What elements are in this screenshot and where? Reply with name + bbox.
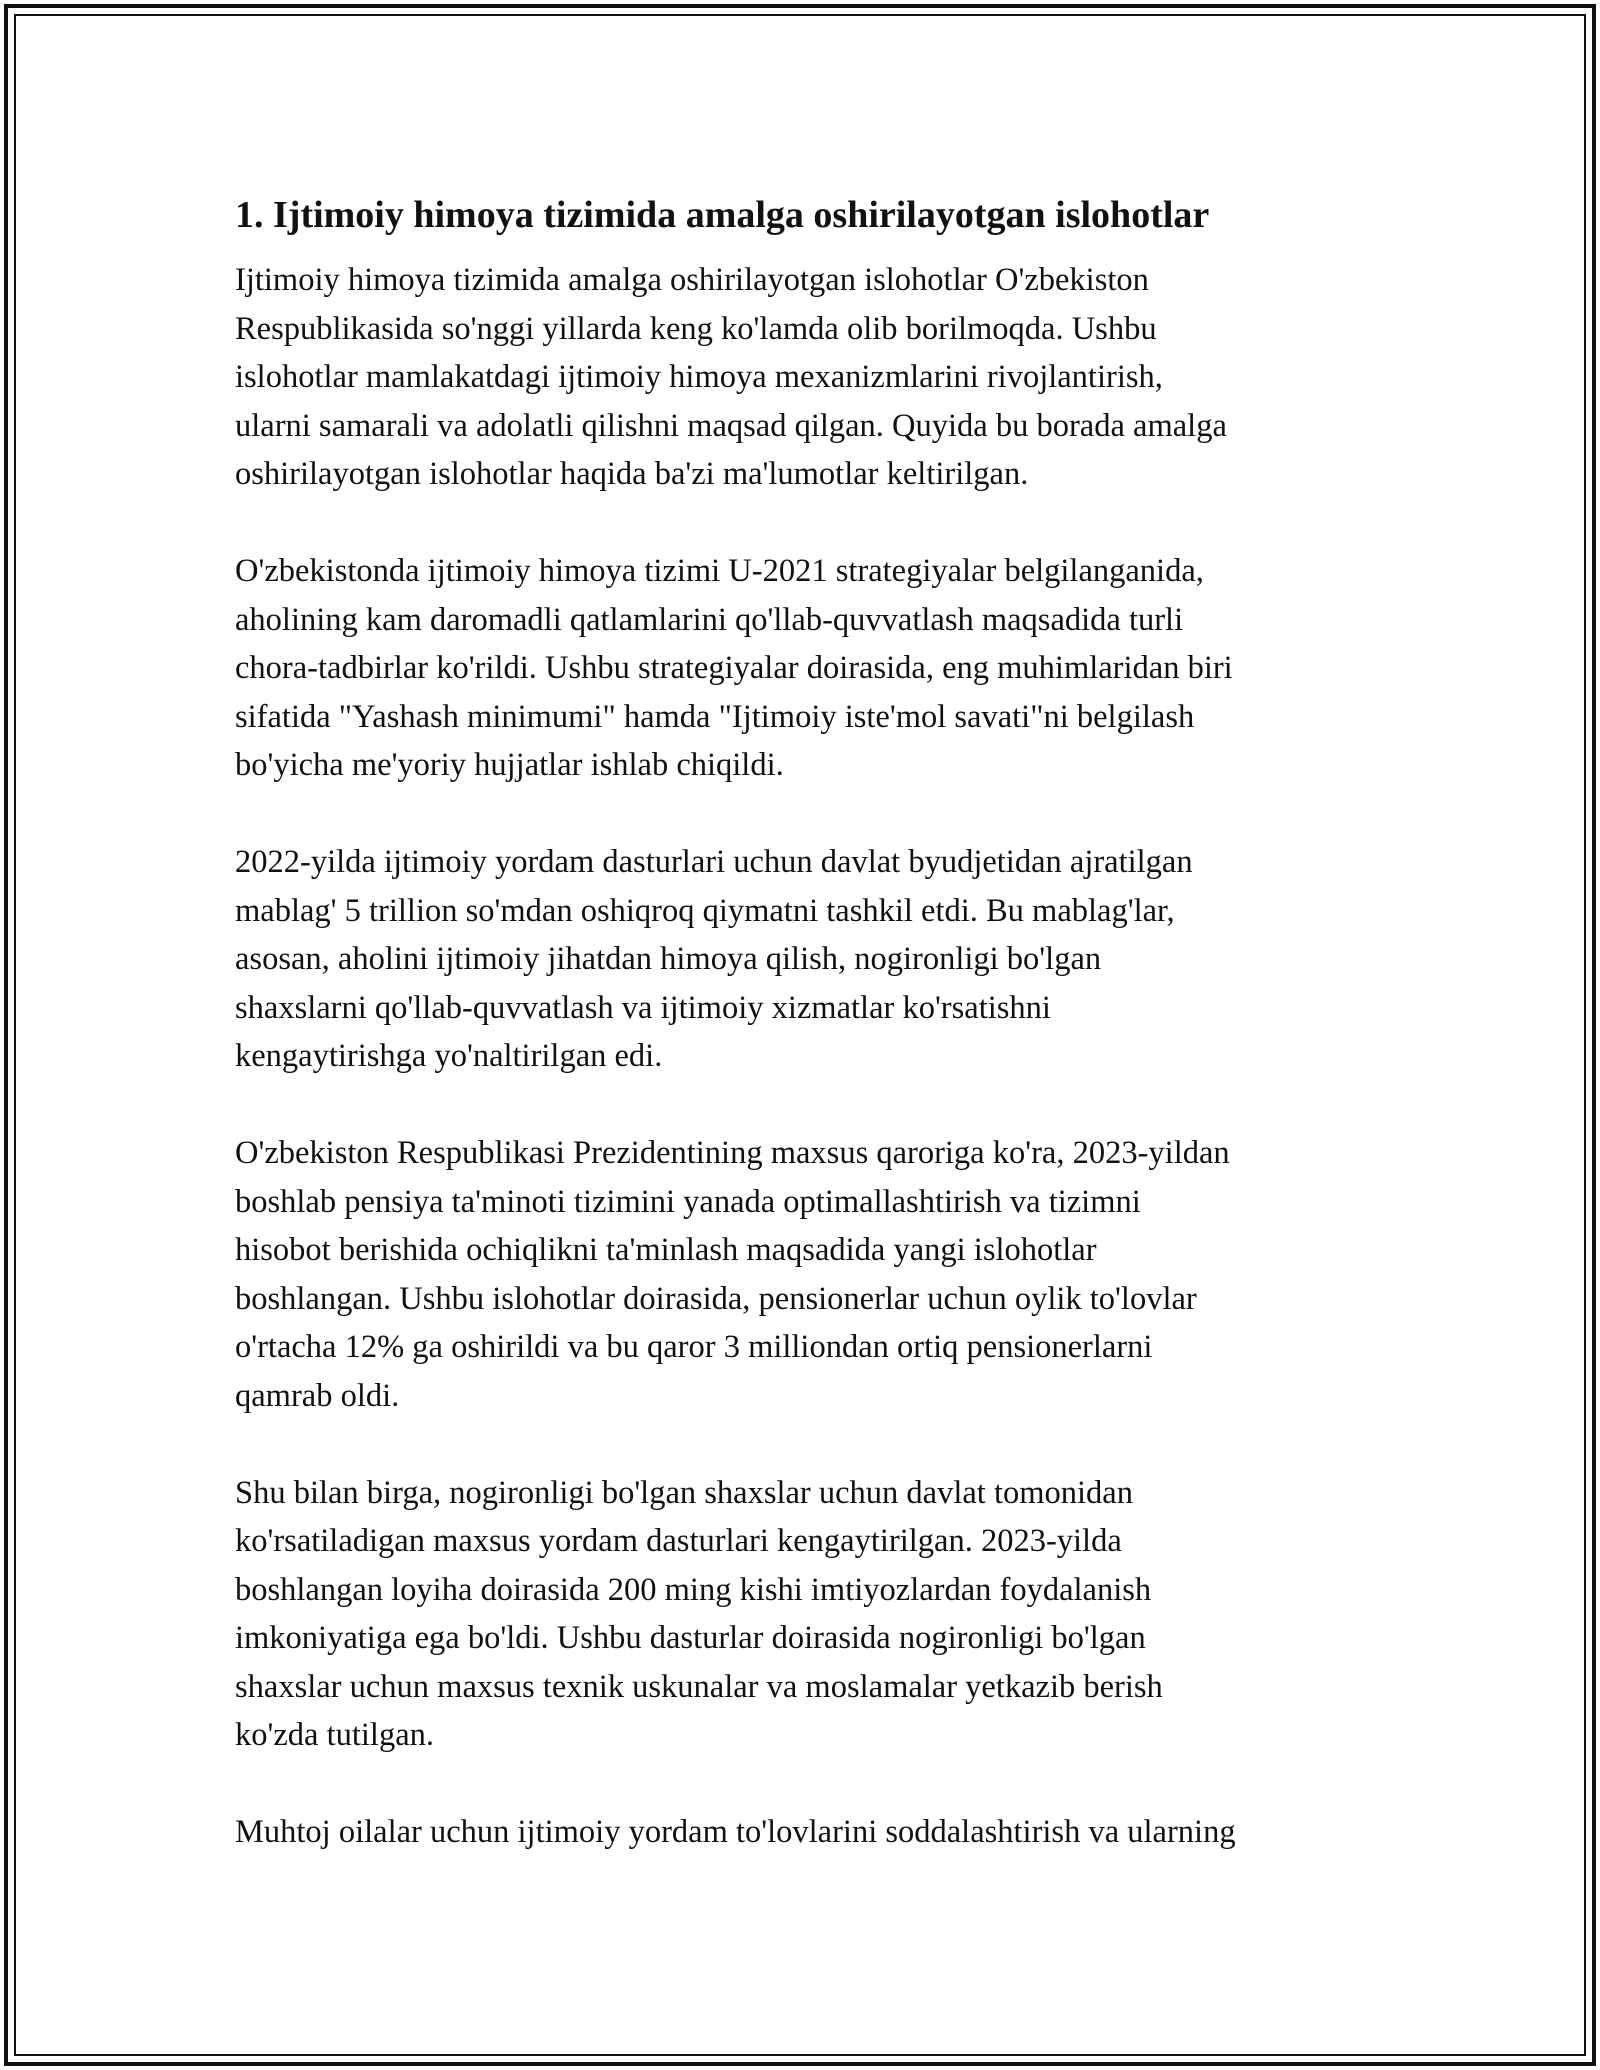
text-line: 2022-yilda ijtimoiy yordam dasturlari uchun davlat byudjetidan ajratilgan — [235, 844, 1193, 880]
text-line: shaxslar uchun maxsus texnik uskunalar va moslamalar yetkazib berish — [235, 1668, 1163, 1705]
text-line: kengaytirishga yo'naltirilgan edi. — [235, 1038, 663, 1074]
text-line: boshlangan. Ushbu islohotlar doirasida, pensionerlar uchun oylik to'lovlar — [235, 1280, 1197, 1317]
text-line: bo'yicha me'yoriy hujjatlar ishlab chiqildi. — [235, 747, 784, 783]
text-line: O'zbekistonda ijtimoiy himoya tizimi U-2021 strategiyalar belgilanganida, — [235, 553, 1204, 589]
paragraph-intro — [235, 256, 1375, 499]
text-line: ko'rsatiladigan maxsus yordam dasturlari kengaytirilgan. 2023-yilda — [235, 1523, 1122, 1559]
text-line: ularni samarali va adolatli qilishni maqsad qilgan. Quyida bu borada amalga — [235, 407, 1227, 444]
paragraph-pension — [235, 1129, 1375, 1420]
paragraph-strategy — [235, 547, 1375, 790]
text-line: Shu bilan birga, nogironligi bo'lgan shaxslar uchun davlat tomonidan — [235, 1474, 1133, 1511]
text-line: o'rtacha 12% ga oshirildi va bu qaror 3 milliondan ortiq pensionerlarni — [235, 1329, 1153, 1365]
text-line: islohotlar mamlakatdagi ijtimoiy himoya mexanizmlarini rivojlantirish, — [235, 359, 1163, 395]
text-line: imkoniyatiga ega bo'ldi. Ushbu dasturlar doirasida nogironligi bo'lgan — [235, 1620, 1146, 1656]
text-line: hisobot berishida ochiqlikni ta'minlash maqsadida yangi islohotlar — [235, 1232, 1097, 1268]
text-line: Ijtimoiy himoya tizimida amalga oshirilayotgan islohotlar O'zbekiston — [235, 262, 1149, 298]
text-line: qamrab oldi. — [235, 1377, 400, 1414]
paragraph-families — [235, 1808, 1375, 1857]
text-line: chora-tadbirlar ko'rildi. Ushbu strategiyalar doirasida, eng muhimlaridan biri — [235, 650, 1233, 686]
section-heading: 1. Ijtimoiy himoya tizimida amalga oshirilayotgan islohotlar — [235, 194, 1210, 236]
text-line: boshlab pensiya ta'minoti tizimini yanada optimallashtirish va tizimni — [235, 1183, 1141, 1220]
text-line: O'zbekiston Respublikasi Prezidentining maxsus qaroriga ko'ra, 2023-yildan — [235, 1135, 1230, 1171]
text-line: mablag' 5 trillion so'mdan oshiqroq qiymatni tashkil etdi. Bu mablag'lar, — [235, 892, 1175, 929]
paragraph-disability — [235, 1469, 1375, 1760]
text-line: oshirilayotgan islohotlar haqida ba'zi ma'lumotlar keltirilgan. — [235, 456, 1029, 492]
text-line: aholining kam daromadli qatlamlarini qo'llab-quvvatlash maqsadida turli — [235, 601, 1184, 638]
text-line: sifatida "Yashash minimumi" hamda "Ijtimoiy iste'mol savati"ni belgilash — [235, 698, 1195, 735]
text-line: ko'zda tutilgan. — [235, 1717, 434, 1753]
text-line: boshlangan loyiha doirasida 200 ming kishi imtiyozlardan foydalanish — [235, 1571, 1152, 1608]
paragraph-budget — [235, 838, 1375, 1081]
text-line: Muhtoj oilalar uchun ijtimoiy yordam to'lovlarini soddalashtirish va ularning — [235, 1814, 1236, 1850]
text-line: shaxslarni qo'llab-quvvatlash va ijtimoiy xizmatlar ko'rsatishni — [235, 989, 1051, 1026]
text-line: asosan, aholini ijtimoiy jihatdan himoya qilish, nogironligi bo'lgan — [235, 941, 1102, 977]
text-line: Respublikasida so'nggi yillarda keng ko'lamda olib borilmoqda. Ushbu — [235, 310, 1157, 347]
document-body — [235, 188, 1375, 1857]
